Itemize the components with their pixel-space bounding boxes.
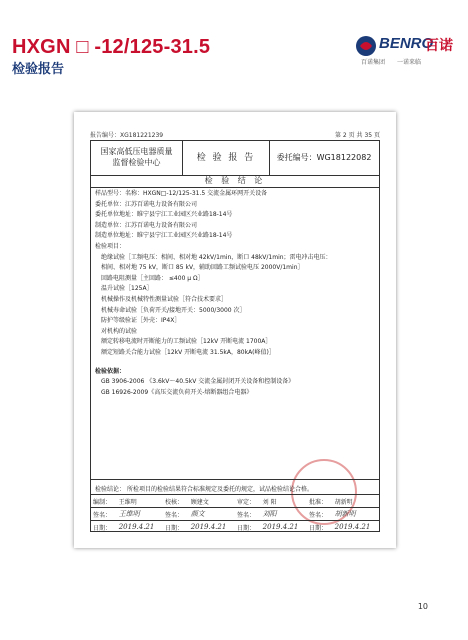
doc-type: 检 验 报 告	[183, 141, 270, 175]
body-line: 额定转移电流时开断能力的工频试验［12kV 开断电流 1700A］	[101, 338, 272, 346]
person-name: 顾建文	[189, 495, 235, 508]
date-label: 日期：	[235, 521, 261, 534]
conclusion-heading: 检 验 结 论	[91, 175, 379, 188]
report-document	[74, 112, 396, 548]
brand-name-en: BENRO	[379, 35, 434, 52]
body-line: 相间、相对地 75 kV，断口 85 kV，辅助回路工频试验电压 2000V/1min］	[101, 264, 304, 272]
date-label: 日期：	[307, 521, 333, 534]
body-line: 机械操作及机械特性测量试验［符合技术要求］	[101, 295, 228, 303]
report-frame	[90, 140, 380, 532]
report-header	[91, 141, 379, 176]
handwritten-date: 2019.4.21	[261, 521, 307, 534]
handwritten-date: 2019.4.21	[333, 521, 379, 534]
conclusion-label: 检验结论：	[95, 486, 126, 493]
basis-line: GB 16926-2009《高压交流负荷开关-熔断器组合电器》	[101, 388, 253, 396]
sign-label: 签名：	[307, 508, 333, 521]
body-line: 检验项目：	[95, 242, 126, 250]
signature-table	[91, 494, 379, 533]
person-name: 胡新明	[333, 495, 379, 508]
role-label: 编制：	[91, 495, 117, 508]
body-line: 对机构的试验	[101, 327, 138, 335]
org-line: 国家高低压电器质量	[100, 147, 173, 156]
brand-mark-icon	[355, 35, 377, 57]
org-line: 监督检验中心	[112, 158, 161, 167]
body-line: 机械寿命试验［负荷开关/接地开关：5000/3000 次］	[101, 306, 246, 314]
client-number: 委托编号：WG18122082	[276, 153, 372, 162]
body-line: 绝缘试验［工频电压：相间、相对地 42kV/1min，断口 48kV/1min；雷电冲击电压：	[101, 253, 332, 261]
handwritten-signature: 颜文	[189, 508, 235, 521]
basis-heading: 检验依据：	[95, 367, 126, 375]
signature-row	[91, 521, 379, 534]
handwritten-signature: 王维明	[117, 508, 163, 521]
section-subtitle: 检验报告	[12, 62, 65, 77]
handwritten-date: 2019.4.21	[117, 521, 163, 534]
page-info: 第 2 页 共 35 页	[335, 132, 380, 139]
report-number: 报告编号：XG181221239	[90, 132, 164, 139]
issuing-org	[91, 141, 183, 175]
body-line: 委托单位：江苏百诺电力设备有限公司	[95, 200, 198, 208]
slogan-part: 百诺集团	[361, 59, 386, 66]
date-label: 日期：	[91, 521, 117, 534]
brand-logo	[355, 33, 461, 73]
date-label: 日期：	[163, 521, 189, 534]
handwritten-signature: 胡新明	[333, 508, 379, 521]
brand-slogan	[361, 57, 431, 66]
role-label: 审定：	[235, 495, 261, 508]
body-line: 样品型号：名称：HXGN□-12/125-31.5 交流金属环网开关设备	[95, 190, 268, 197]
page-number: 10	[417, 602, 428, 611]
role-label: 校核：	[163, 495, 189, 508]
body-line: 回路电阻测量［主回路： ≤400 μ Ω］	[101, 274, 204, 282]
sign-label: 签名：	[163, 508, 189, 521]
handwritten-date: 2019.4.21	[189, 521, 235, 534]
sign-label: 签名：	[91, 508, 117, 521]
person-name: 刘 阳	[261, 495, 307, 508]
brand-name-cn: 百诺	[425, 38, 453, 54]
body-line: 制造单位地址：睢宁县宁江工业园区兴业路18-14号	[95, 232, 233, 240]
slogan-part: 一诺来临	[396, 59, 421, 66]
person-name: 王维明	[117, 495, 163, 508]
sign-label: 签名：	[235, 508, 261, 521]
report-body	[95, 189, 375, 398]
basis-line: GB 3906-2006 《3.6kV～40.5kV 交流金属封闭开关设备和控制设备》	[101, 378, 295, 386]
body-line: 额定短路关合能力试验［12kV 开断电流 31.5kA，80kA(峰值)］	[101, 348, 275, 356]
signature-row	[91, 495, 379, 508]
conclusion-text: 所检项目的检验结果符合标准规定及委托的规定，试品检验结论合格。	[126, 486, 313, 493]
body-line: 委托单位地址：睢宁县宁江工业园区兴业路18-14号	[95, 211, 233, 219]
body-line: 制造单位：江苏百诺电力设备有限公司	[95, 221, 198, 229]
body-line: 温升试验［125A］	[101, 285, 153, 293]
product-title: HXGN □ -12/125-31.5	[12, 36, 211, 58]
handwritten-signature: 刘阳	[261, 508, 307, 521]
role-label: 批准：	[307, 495, 333, 508]
conclusion-block	[95, 484, 313, 493]
signature-block	[91, 479, 379, 532]
body-line: 防护等级验证［外壳：IP4X］	[101, 317, 181, 325]
signature-row	[91, 508, 379, 521]
